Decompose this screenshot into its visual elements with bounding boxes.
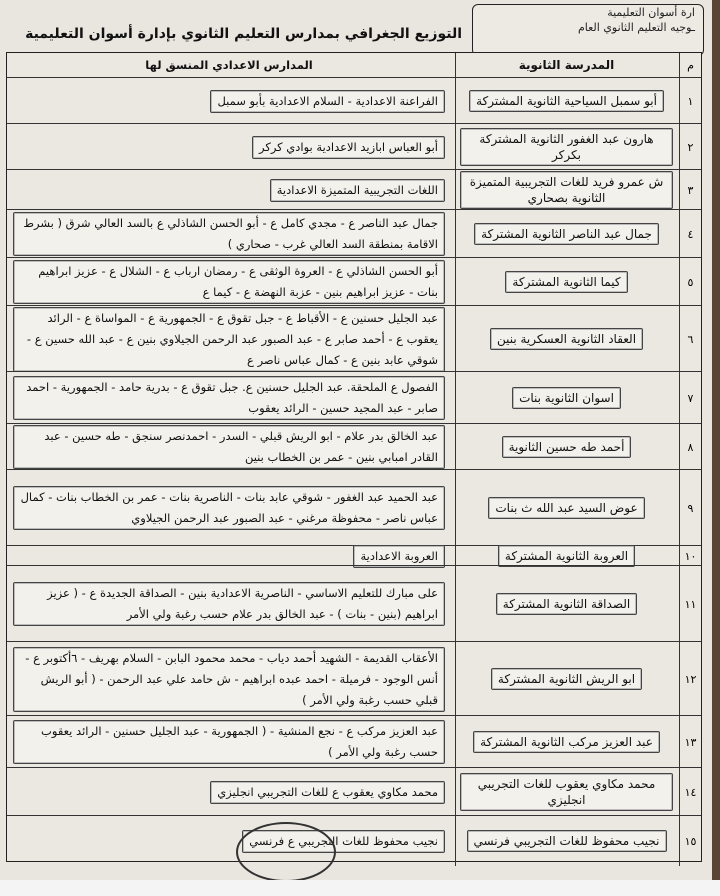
secondary-school-name: جمال عبد الناصر الثانوية المشتركة [474, 223, 659, 245]
secondary-school-name: ش عمرو فريد للغات التجريبية المتميزة الثانوية بصحاري [460, 171, 673, 209]
secondary-school-name: عوض السيد عبد الله ث بنات [488, 497, 644, 519]
secondary-school-name: نجيب محفوظ للغات التجريبي فرنسي [467, 830, 667, 852]
prep-schools-list: الأعقاب القديمة - الشهيد أحمد دياب - محمد محمود البابن - السلام بهريف - ٦أكتوبر ع - أنس الوجود - فرميلة - احمد عبده ابراهيم - ش حامد علي عبد الرحمن - ( أبو الريش قبلي حسب رغبة ولي الأمر ) [13, 647, 445, 712]
official-seal-icon [236, 822, 336, 882]
table-row [7, 469, 701, 546]
header-line-1: ارة أسوان التعليمية [607, 6, 695, 19]
prep-schools-list: محمد مكاوي يعقوب ع للغات التجريبي انجليزي [210, 781, 445, 804]
row-number: ٩ [679, 470, 701, 546]
prep-schools-list: الفصول ع الملحقة. عبد الجليل حسنين ع. جبل تقوق ع - بدرية حامد - الجمهورية - احمد صابر - عبد المجيد حسين - الرائد يعقوب [13, 376, 445, 420]
header-stamp-box [472, 4, 704, 56]
secondary-school-name: كيما الثانوية المشتركة [505, 271, 627, 293]
prep-schools-list: على مبارك للتعليم الاساسي - الناصرية الاعدادية بنين - الصداقة الجديدة ع - ( عزيز ابراهيم (بنين - بنات ) - عبد الخالق بدر علام حسب رغبة ولي الأمر [13, 582, 445, 626]
prep-schools-list: عبد الخالق بدر علام - ابو الريش قبلي - السدر - احمدنصر سنجق - طه حسين - عبد القادر امبابي بنين - عمر بن الخطاب بنين [13, 425, 445, 469]
table-row [7, 169, 701, 210]
table-row [7, 767, 701, 816]
header-secondary-school: المدرسة الثانوية [518, 58, 615, 72]
prep-schools-list: العروبة الاعدادية [353, 545, 445, 568]
secondary-school-name: ابو الريش الثانوية المشتركة [491, 668, 642, 690]
prep-schools-list: اللغات التجريبية المتميزة الاعدادية [270, 179, 445, 202]
row-number: ١٠ [679, 546, 701, 566]
distribution-table [6, 52, 702, 862]
secondary-school-name: اسوان الثانوية بنات [512, 387, 621, 409]
row-number: ١٤ [679, 768, 701, 816]
secondary-school-name: العروبة الثانوية المشتركة [498, 545, 635, 567]
prep-schools-list: جمال عبد الناصر ع - مجدي كامل ع - أبو الحسن الشاذلي ع بالسد العالي شرق ( بشرط الاقامة بمنطقة السد العالي غرب - صحاري ) [13, 212, 445, 256]
prep-schools-list: نجيب محفوظ للغات التجريبي ع فرنسي [242, 830, 445, 853]
table-row [7, 257, 701, 306]
header-line-2: ـوجيه التعليم الثانوي العام [577, 21, 695, 34]
prep-schools-list: أبو العباس ابازيد الاعدادية بوادي كركر [252, 136, 445, 159]
bottom-strip [0, 880, 720, 896]
table-row [7, 565, 701, 642]
table-row [7, 371, 701, 424]
header-number: م [679, 53, 701, 77]
table-row [7, 305, 701, 372]
table-row [7, 641, 701, 716]
secondary-school-name: أبو سمبل السياحية الثانوية المشتركة [469, 90, 664, 112]
prep-schools-list: عبد الحميد عبد الغفور - شوقي عابد بنات - الناصرية بنات - عمر بن الخطاب بنات - كمال عباس ناصر - محفوظة مرغني - عبد الصبور عبد الرحمن الجيلاوي [13, 486, 445, 530]
table-row [7, 209, 701, 258]
row-number: ١٢ [679, 642, 701, 716]
secondary-school-name: محمد مكاوي يعقوب للغات التجريبي انجليزي [460, 773, 673, 811]
document-title: التوزيع الجغرافي بمدارس التعليم الثانوي بإدارة أسوان التعليمية [25, 26, 462, 42]
table-row [7, 545, 701, 566]
row-number: ٢ [679, 124, 701, 170]
secondary-school-name: هارون عبد الغفور الثانوية المشتركة بكركر [460, 128, 673, 166]
header-prep-schools: المدارس الاعدادي المنسق لها [145, 57, 313, 72]
row-number: ٤ [679, 210, 701, 258]
row-number: ٦ [679, 306, 701, 372]
table-header-row [7, 53, 701, 77]
table-row [7, 123, 701, 170]
prep-schools-list: عبد العزيز مركب ع - نجع المنشية - ( الجمهورية - عبد الجليل حسنين - الرائد يعقوب حسب رغبة ولي الأمر ) [13, 720, 445, 764]
table-row [7, 77, 701, 124]
row-number: ١ [679, 78, 701, 124]
prep-schools-list: أبو الحسن الشاذلي ع - العروة الوثقى ع - رمضان ارباب ع - الشلال ع - عزيز ابراهيم بنات - عزيز ابراهيم بنين - عزبة النهضة ع - كيما ع [13, 260, 445, 304]
table-row [7, 423, 701, 470]
secondary-school-name: الصداقة الثانوية المشتركة [496, 593, 637, 615]
secondary-school-name: العقاد الثانوية العسكرية بنين [490, 328, 643, 350]
prep-schools-list: عبد الجليل حسنين ع - الأقباط ع - جبل تقوق ع - الجمهورية ع - المواساة ع - الرائد يعقوب ع - أحمد صابر ع - عبد الصبور عبد الرحمن الجيلاوي بنين ع - عبد الله حسين ع - شوقي عابد بنين ع - كمال عباس ناصر ع [13, 307, 445, 372]
row-number: ٧ [679, 372, 701, 424]
row-number: ١٥ [679, 816, 701, 866]
row-number: ٥ [679, 258, 701, 306]
row-number: ١٣ [679, 716, 701, 768]
table-row [7, 715, 701, 768]
row-number: ١١ [679, 566, 701, 642]
prep-schools-list: الفراعنة الاعدادية - السلام الاعدادية بأبو سمبل [210, 90, 445, 113]
secondary-school-name: عبد العزيز مركب الثانوية المشتركة [473, 731, 660, 753]
row-number: ٣ [679, 170, 701, 210]
row-number: ٨ [679, 424, 701, 470]
table-row [7, 815, 701, 866]
secondary-school-name: أحمد طه حسين الثانوية [502, 436, 632, 458]
